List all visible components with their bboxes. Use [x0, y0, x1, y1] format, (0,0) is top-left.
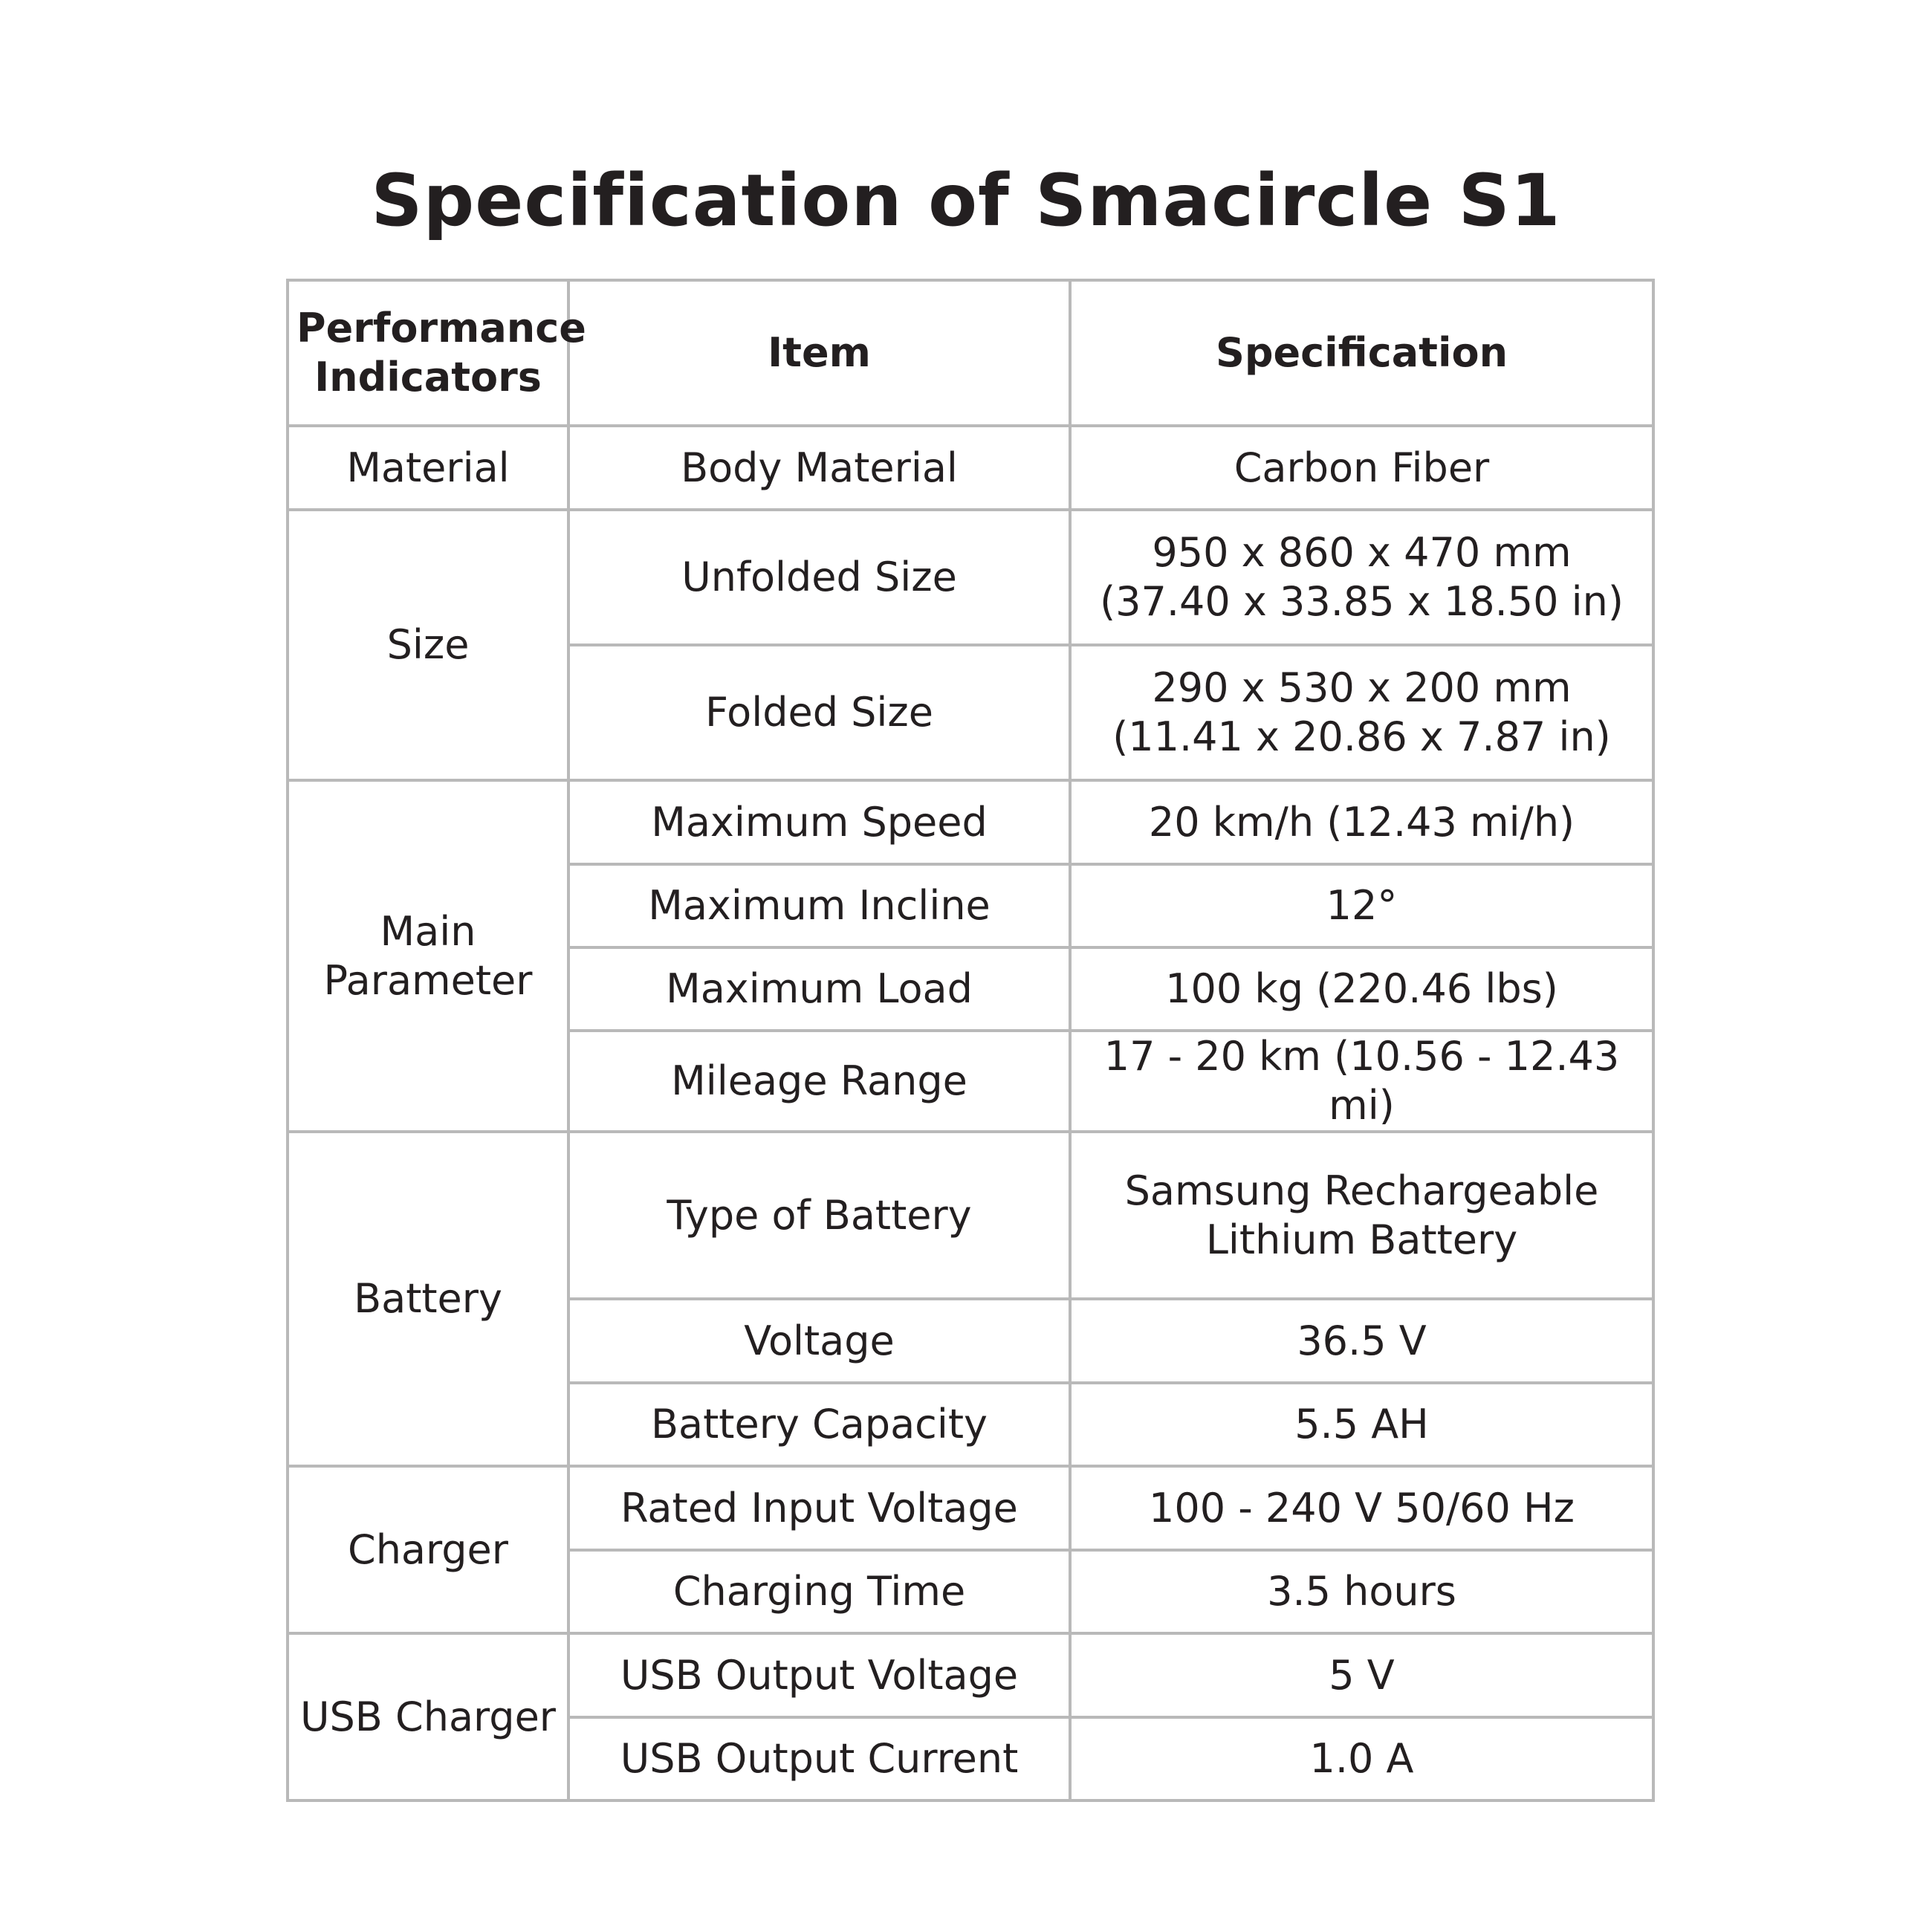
- table-row: [288, 510, 1653, 645]
- spec-cell: 100 kg (220.46 lbs): [1070, 947, 1653, 1031]
- spec-line: (37.40 x 33.85 x 18.50 in): [1100, 578, 1624, 625]
- group-main-parameter: [288, 780, 568, 1132]
- group-line: Main: [380, 907, 476, 955]
- header-item: Item: [568, 280, 1070, 426]
- group-material: Material: [288, 426, 568, 510]
- item-cell: Body Material: [568, 426, 1070, 510]
- group-usb-charger: USB Charger: [288, 1633, 568, 1800]
- table-row: [288, 780, 1653, 864]
- item-cell: Maximum Speed: [568, 780, 1070, 864]
- item-cell: USB Output Current: [568, 1717, 1070, 1800]
- spec-cell: [1070, 1132, 1653, 1299]
- item-cell: Maximum Incline: [568, 864, 1070, 947]
- table-row: [288, 1466, 1653, 1550]
- item-cell: Mileage Range: [568, 1031, 1070, 1132]
- spec-line: 950 x 860 x 470 mm: [1152, 529, 1572, 576]
- group-line: Parameter: [323, 956, 533, 1004]
- item-cell: Charging Time: [568, 1550, 1070, 1633]
- spec-cell: 12°: [1070, 864, 1653, 947]
- item-cell: Folded Size: [568, 645, 1070, 780]
- spec-cell: 5.5 AH: [1070, 1383, 1653, 1466]
- table-header-row: [288, 280, 1653, 426]
- group-charger: Charger: [288, 1466, 568, 1633]
- spec-cell: 1.0 A: [1070, 1717, 1653, 1800]
- spec-cell: 20 km/h (12.43 mi/h): [1070, 780, 1653, 864]
- spec-cell: 17 - 20 km (10.56 - 12.43 mi): [1070, 1031, 1653, 1132]
- spec-line: (11.41 x 20.86 x 7.87 in): [1112, 713, 1611, 760]
- group-size: Size: [288, 510, 568, 780]
- item-cell: Voltage: [568, 1299, 1070, 1383]
- item-cell: Maximum Load: [568, 947, 1070, 1031]
- item-cell: Rated Input Voltage: [568, 1466, 1070, 1550]
- group-battery: Battery: [288, 1132, 568, 1466]
- header-performance-indicators: [288, 280, 586, 426]
- item-cell: Battery Capacity: [568, 1383, 1070, 1466]
- table-row: [288, 1633, 1653, 1717]
- spec-cell: Carbon Fiber: [1070, 426, 1653, 510]
- spec-cell: 36.5 V: [1070, 1299, 1653, 1383]
- spec-cell: [1070, 645, 1653, 780]
- item-cell: Type of Battery: [568, 1132, 1070, 1299]
- specification-table: [286, 279, 1655, 1802]
- spec-line: Lithium Battery: [1205, 1216, 1518, 1263]
- spec-cell: 100 - 240 V 50/60 Hz: [1070, 1466, 1653, 1550]
- item-cell: Unfolded Size: [568, 510, 1070, 645]
- spec-line: Samsung Rechargeable: [1124, 1167, 1599, 1214]
- header-col1-line1: Performance: [296, 305, 586, 351]
- spec-cell: [1070, 510, 1653, 645]
- header-col1-line2: Indicators: [314, 354, 542, 401]
- spec-cell: 3.5 hours: [1070, 1550, 1653, 1633]
- header-specification: Specification: [1070, 280, 1653, 426]
- spec-cell: 5 V: [1070, 1633, 1653, 1717]
- item-cell: USB Output Voltage: [568, 1633, 1070, 1717]
- table-row: [288, 1132, 1653, 1299]
- table-row: [288, 426, 1653, 510]
- spec-line: 290 x 530 x 200 mm: [1152, 664, 1572, 711]
- page-title: Specification of Smacircle S1: [371, 159, 1561, 242]
